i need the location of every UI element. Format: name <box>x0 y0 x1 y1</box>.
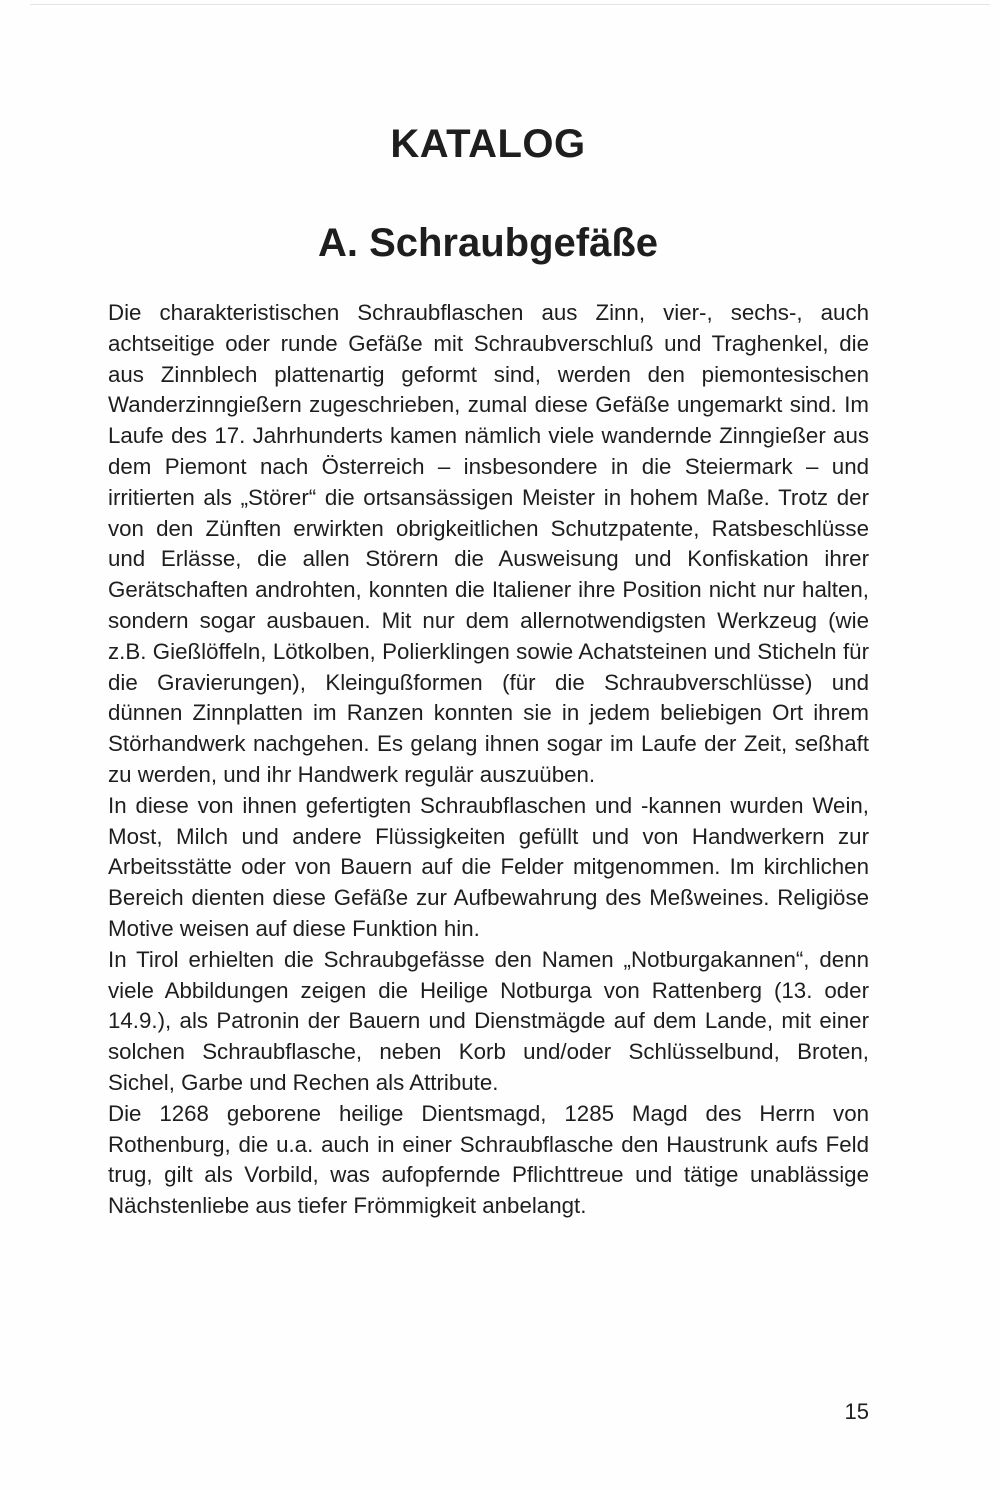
body-text <box>108 298 869 1222</box>
paragraph: Die charakteristischen Schraubflaschen aus Zinn, vier-, sechs-, auch achtseitige oder runde Gefäße mit Schraubverschluß und Traghenkel, die aus Zinnblech plattenartig geformt sind, werden den piemontesischen Wanderzinngießern zugeschrieben, zumal diese Gefäße ungemarkt sind. Im Laufe des 17. Jahrhunderts kamen nämlich viele wandernde Zinngießer aus dem Piemont nach Österreich – insbesondere in die Steiermark – und irritierten als „Störer“ die ortsansässigen Meister in hohem Maße. Trotz der von den Zünften erwirkten obrigkeitlichen Schutzpatente, Ratsbeschlüsse und Erlässe, die allen Störern die Ausweisung und Konfiskation ihrer Gerätschaften androhten, konnten die Italiener ihre Position nicht nur halten, sondern sogar ausbauen. Mit nur dem allernotwendigsten Werkzeug (wie z.B. Gießlöffeln, Lötkolben, Polierklingen sowie Achatsteinen und Sticheln für die Gravierungen), Kleingußformen (für die Schraubverschlüsse) und dünnen Zinnplatten im Ranzen konnten sie in jedem beliebigen Ort ihrem Störhandwerk nachgehen. Es gelang ihnen sogar im Laufe der Zeit, seßhaft zu werden, und ihr Handwerk regulär auszuüben. <box>108 300 869 787</box>
section-title: A. Schraubgefäße <box>317 221 659 265</box>
page-number: 15 <box>844 1399 869 1424</box>
chapter-title: KATALOG <box>390 122 586 166</box>
page-edge-line <box>30 4 990 5</box>
paragraph: In diese von ihnen gefertigten Schraubflaschen und -kannen wurden Wein, Most, Milch und andere Flüssigkeiten gefüllt und von Handwerkern zur Arbeitsstätte oder von Bauern auf die Felder mitgenommen. Im kirchlichen Bereich dienten diese Gefäße zur Aufbewahrung des Meßweines. Religiöse Motive weisen auf diese Funktion hin. <box>108 792 869 941</box>
paragraph: In Tirol erhielten die Schraubgefässe den Namen „Notburgakannen“, denn viele Abbildungen zeigen die Heilige Notburga von Rattenberg (13. oder 14.9.), als Patronin der Bauern und Dienstmägde auf dem Lande, mit einer solchen Schraubflasche, neben Korb und/oder Schlüsselbund, Broten, Sichel, Garbe und Rechen als Attribute. <box>108 946 869 1095</box>
paragraph: Die 1268 geborene heilige Dientsmagd, 1285 Magd des Herrn von Rothenburg, die u.a. auch in einer Schraubflasche den Haustrunk aufs Feld trug, gilt als Vorbild, was aufopfernde Pflichttreue und tätige unablässige Nächstenliebe aus tiefer Frömmigkeit anbelangt. <box>108 1100 869 1219</box>
